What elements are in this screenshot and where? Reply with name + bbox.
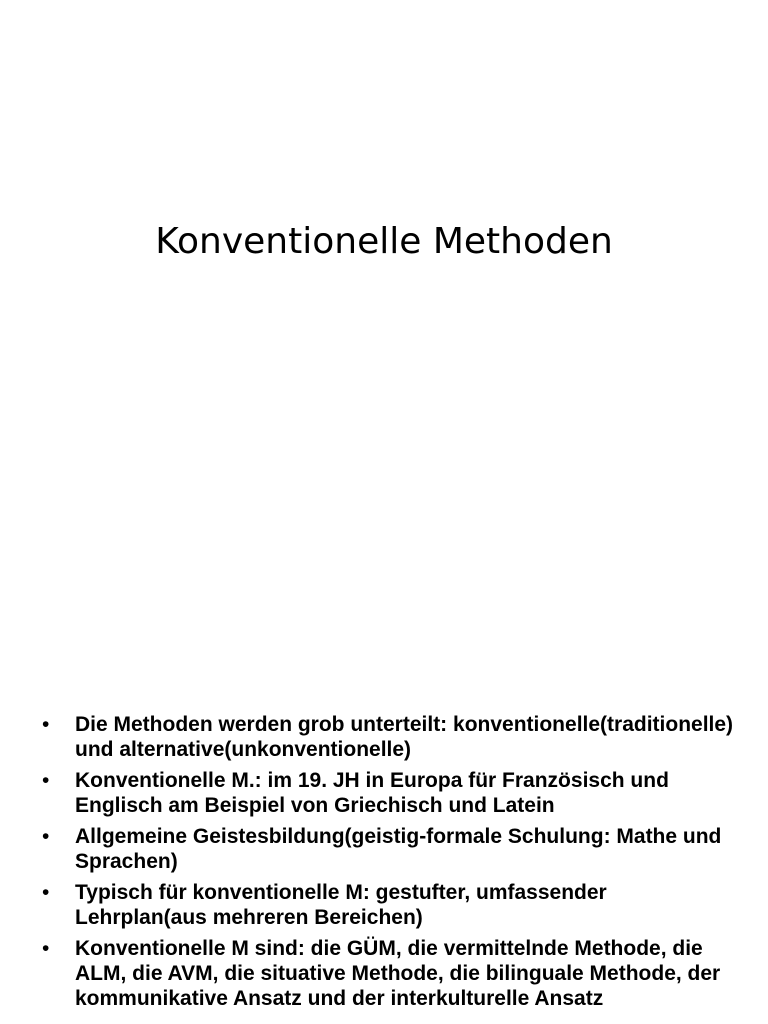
bullet-text: Allgemeine Geistesbildung(geistig-formale Schulung: Mathe und Sprachen) [75, 825, 722, 873]
bullet-item [40, 768, 740, 818]
bullet-text: Konventionelle M.: im 19. JH in Europa für Französisch und Englisch am Beispiel von Griechisch und Latein [75, 769, 669, 817]
bullet-item [40, 880, 740, 930]
bullet-dot-icon: • [42, 881, 50, 904]
bullet-dot-icon: • [42, 713, 50, 736]
slide-title: Konventionelle Methoden [155, 221, 613, 262]
bullet-item [40, 824, 740, 874]
bullet-dot-icon: • [42, 769, 50, 792]
bullet-text: Typisch für konventionelle M: gestufter, umfassender Lehrplan(aus mehreren Bereichen) [75, 881, 607, 929]
bullet-dot-icon: • [42, 825, 50, 848]
bullet-text: Konventionelle M sind: die GÜM, die vermittelnde Methode, die ALM, die AVM, die situative Methode, die bilinguale Methode, der kommunikative Ansatz und der interkulturelle Ansatz [75, 937, 721, 1010]
bullet-item [40, 936, 740, 1011]
bullet-dot-icon: • [42, 937, 50, 960]
bullet-text: Die Methoden werden grob unterteilt: konventionelle(traditionelle) und alternative(unkonventionelle) [75, 713, 734, 761]
bullet-item [40, 712, 740, 762]
bullet-list [40, 712, 740, 1017]
